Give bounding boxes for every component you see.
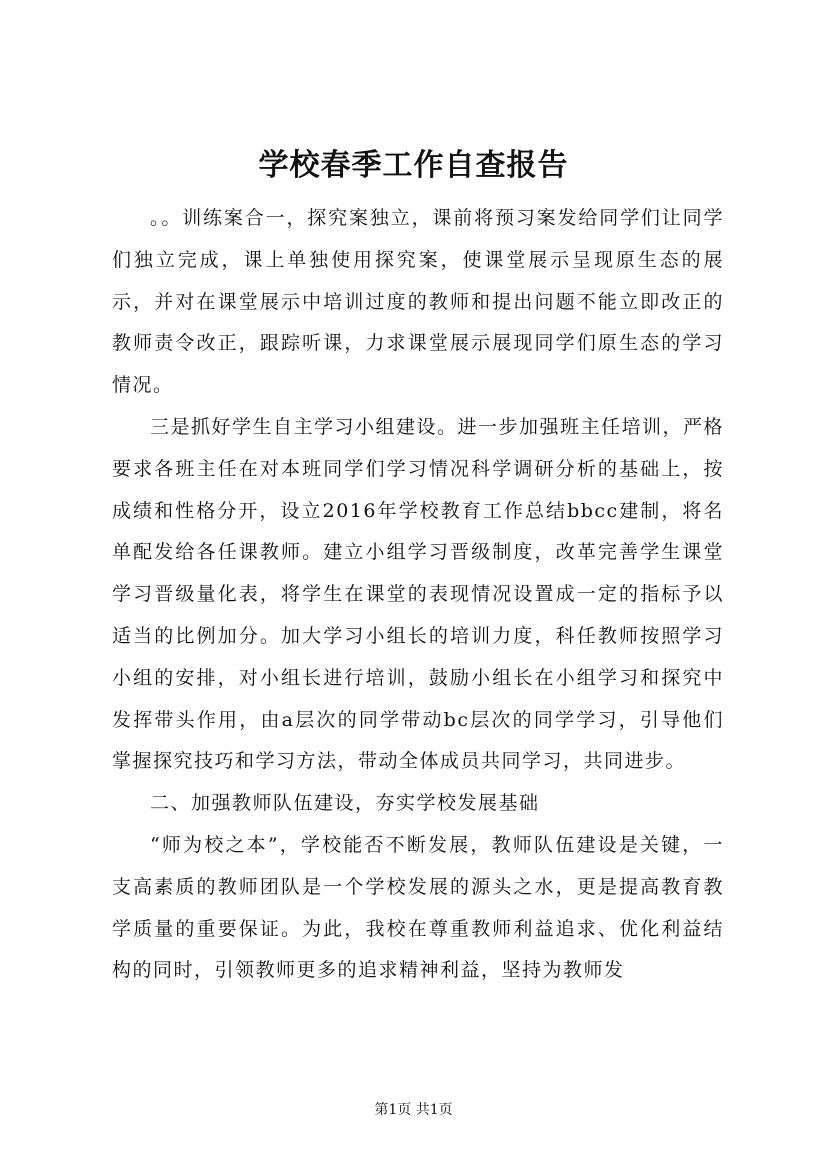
section-heading-teacher-team: 二、加强教师队伍建设，夯实学校发展基础	[150, 792, 540, 815]
paragraph-study-groups: 三是抓好学生自主学习小组建设。进一步加强班主任培训，严格要求各班主任在对本班同学们学习情况科学调研分析的基础上，按成绩和性格分开，设立2016年学校教育工作总结bbcc建制，将名单配发给各任课教师。建立小组学习晋级制度，改革完善学生课堂学习晋级量化表，将学生在课堂的表现情况设置成一定的指标予以适当的比例加分。加大学习小组长的培训力度，科任教师按照学习小组的安排，对小组长进行培训，鼓励小组长在小组学习和探究中发挥带头作用，由a层次的同学带动bc层次的同学学习，引导他们掌握探究技巧和学习方法，带动全体成员共同学习，共同进步。	[112, 415, 725, 773]
page-footer: 第1页 共1页	[374, 1102, 453, 1118]
document-body	[112, 198, 724, 992]
paragraph-training-plan: 。。训练案合一，探究案独立，课前将预习案发给同学们让同学们独立完成，课上单独使用探究案，使课堂展示呈现原生态的展示，并对在课堂展示中培训过度的教师和提出问题不能立即改正的教师责令改正，跟踪听课，力求课堂展示展现同学们原生态的学习情况。	[112, 207, 724, 397]
document-title: 学校春季工作自查报告	[258, 148, 569, 183]
paragraph-teacher-team: “师为校之本”，学校能否不断发展，教师队伍建设是关键，一支高素质的教师团队是一个学校发展的源头之水，更是提高教育教学质量的重要保证。为此，我校在尊重教师利益追求、优化利益结构的同时，引领教师更多的追求精神利益，坚持为教师发	[112, 833, 724, 982]
